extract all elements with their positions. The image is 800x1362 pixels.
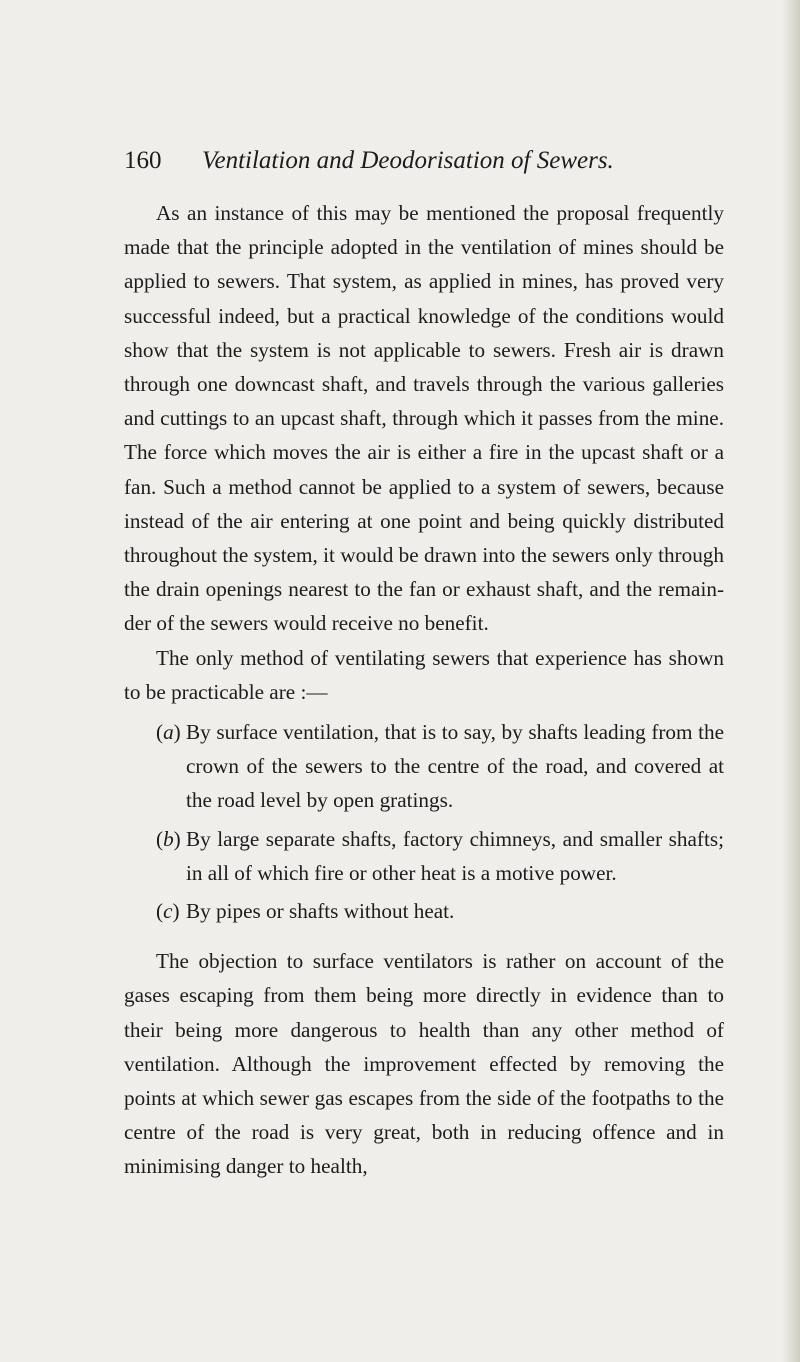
list-item-text: By surface ventilation, that is to say, by shafts leading from the crown of the sewers to the centre of the road, and covered at the road level by open gratings. <box>186 720 724 813</box>
list-item-text: By pipes or shafts without heat. <box>186 899 455 924</box>
list-item <box>124 715 724 818</box>
list-item-letter: a <box>163 720 174 745</box>
list-item-letter: b <box>163 826 174 851</box>
paragraph-surface-ventilators: The objection to surface ventilators is rather on account of the gases escaping from them being more directly in evidence than to their being more dangerous to health than any other method of ventilation. Although the improvement effected by removing the points at which sewer gas escapes from the side of the footpaths to the centre of the road is very great, both in reducing offence and in minimising danger to health, <box>124 949 724 1179</box>
page-number: 160 <box>124 147 162 174</box>
running-head <box>124 146 724 176</box>
running-title: Ventilation and Deodorisation of Sewers. <box>202 147 614 174</box>
list-item <box>124 894 724 928</box>
list-item-letter: c <box>163 899 173 924</box>
list-item <box>124 822 724 890</box>
page-edge-shadow <box>782 0 800 1362</box>
paragraph-methods-intro: The only method of ventilating sewers that experience has shown to be practicable are :— <box>124 645 724 704</box>
page-body <box>124 196 724 1184</box>
list-item-label: (a) <box>156 720 181 745</box>
paragraph-mines-ventilation: As an instance of this may be mentioned the proposal frequently made that the principle adopted in the ventilation of mines should be applied to sewers. That system, as applied in mines, has proved very successful indeed, but a practical knowledge of the conditions would show that the system is not applicable to sewers. Fresh air is drawn through one downcast shaft, and travels through the various galleries and cuttings to an upcast shaft, through which it passes from the mine. The force which moves the air is either a fire in the upcast shaft or a fan. Such a method cannot be applied to a system of sewers, because instead of the air entering at one point and being quickly distributed throughout the system, it would be drawn into the sewers only through the drain openings nearest to the fan or exhaust shaft, and the remainder of the sewers would receive no benefit. <box>124 201 724 636</box>
list-item-label: (c) <box>156 899 180 924</box>
list-item-label: (b) <box>156 826 181 851</box>
list-item-text: By large separate shafts, factory chimneys, and smaller shafts; in all of which fire or other heat is a motive power. <box>186 826 724 885</box>
